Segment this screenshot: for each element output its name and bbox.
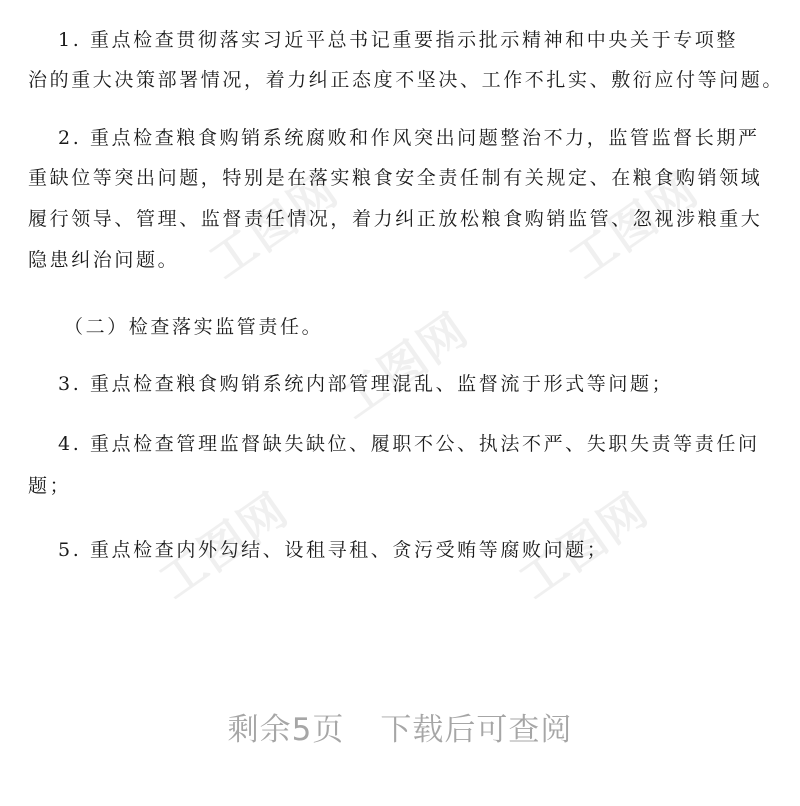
paragraph-2-line-2: 重缺位等突出问题，特别是在落实粮食安全责任制有关规定、在粮食购销领域 [28,167,763,189]
paragraph-4-line-2: 题； [28,475,72,497]
paragraph-5-line-1: 5. 重点检查内外勾结、设租寻租、贪污受贿等腐败问题； [58,539,609,561]
download-prompt[interactable] [0,704,800,749]
paragraph-2-line-4: 隐患纠治问题。 [28,249,180,271]
paragraph-1-line-2: 治的重大决策部署情况，着力纠正态度不坚决、工作不扎实、敷衍应付等问题。 [28,69,785,91]
watermark: 工图网 [199,162,349,289]
paragraph-1-line-1: 1. 重点检查贯彻落实习近平总书记重要指示批示精神和中央关于专项整 [58,29,738,51]
paragraph-4-line-1: 4. 重点检查管理监督缺失缺位、履职不公、执法不严、失职失责等责任问 [58,433,760,455]
watermark: 工图网 [149,482,299,609]
remaining-pages-label: 剩余5页 [227,712,345,748]
paragraph-3-line-1: 3. 重点检查粮食购销系统内部管理混乱、监督流于形式等问题； [58,373,674,395]
paragraph-2-line-1: 2. 重点检查粮食购销系统腐败和作风突出问题整治不力，监管监督长期严 [58,127,760,149]
watermark: 工图网 [329,302,479,429]
paragraph-2-line-3: 履行领导、管理、监督责任情况，着力纠正放松粮食购销监管、忽视涉粮重大 [28,208,763,230]
watermark: 工图网 [559,162,709,289]
watermark: 工图网 [509,482,659,609]
section-heading: （二）检查落实监管责任。 [64,316,324,338]
download-to-view-label[interactable]: 下载后可查阅 [380,712,573,748]
